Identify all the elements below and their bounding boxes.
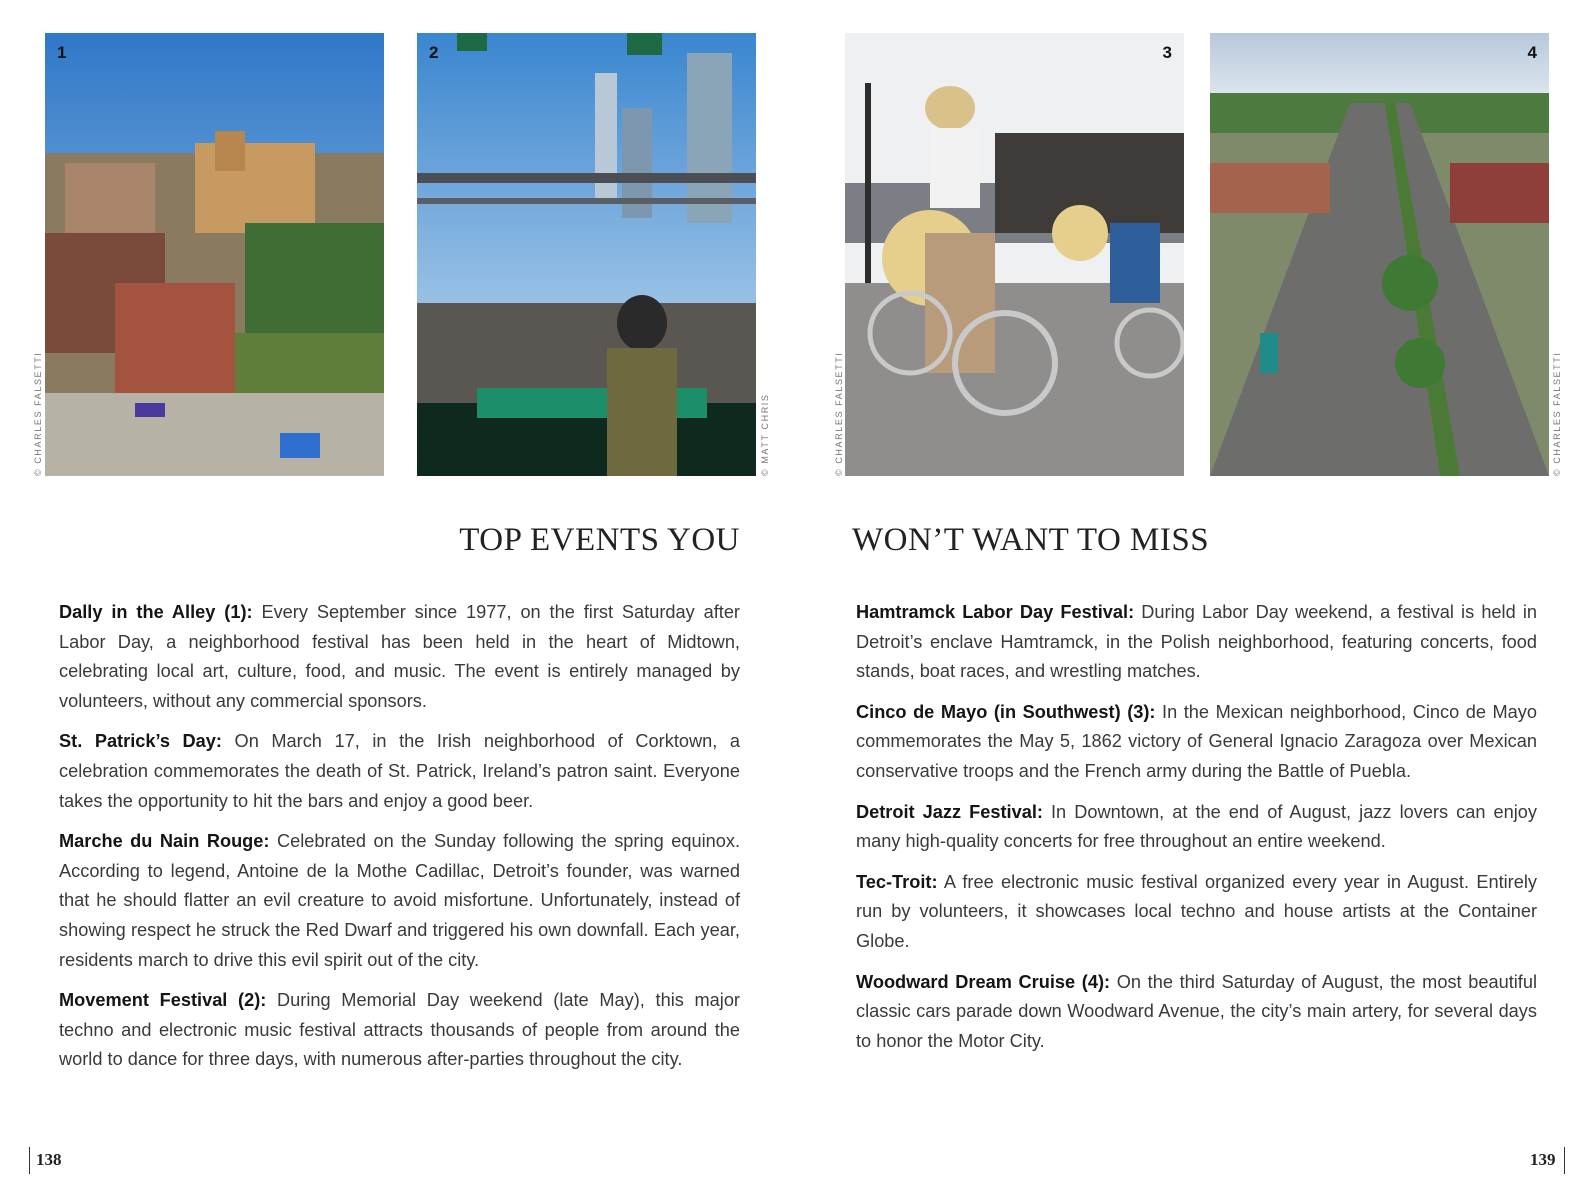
photo-midtown-aerial (45, 33, 384, 476)
event-text: In the Mexican neighborhood, Cinco de Mayo commemorates the May 5, 1862 victory of General Ignacio Zaragoza over Mexican conservative troops and the French army during the Battle of Puebla. (856, 701, 1537, 781)
event-term: St. Patrick’s Day: (59, 731, 222, 752)
event-entry (856, 598, 1537, 687)
event-term: Tec-Troit: (856, 871, 938, 892)
midtown-aerial-image (45, 33, 384, 476)
photo-credit: © CHARLES FALSETTI (834, 351, 844, 476)
photo-woodward-avenue (1210, 33, 1549, 476)
event-text: Every September since 1977, on the first Saturday after Labor Day, a neighborhood festival has been held in the heart of Midtown, celebrating local art, culture, food, and music. The event is entirely managed by volunteers, without any commercial sponsors. (59, 602, 740, 711)
page-title-left: TOP EVENTS YOU (459, 522, 740, 558)
photo-cinco-de-mayo (845, 33, 1184, 476)
movement-festival-image (417, 33, 756, 476)
event-entry (59, 827, 740, 975)
event-text: On the third Saturday of August, the most beautiful classic cars parade down Woodward Avenue, the city’s main artery, for several days to honor the Motor City. (856, 971, 1538, 1051)
event-term: Woodward Dream Cruise (4): (856, 971, 1111, 992)
photo-credit: © MATT CHRIS (760, 393, 770, 476)
photo-credit: © CHARLES FALSETTI (1552, 351, 1562, 476)
event-text: In Downtown, at the end of August, jazz lovers can enjoy many high-quality concerts for free throughout an entire weekend. (856, 801, 1537, 852)
photo-number: 3 (1162, 43, 1172, 62)
event-entry (59, 598, 740, 716)
event-term: Detroit Jazz Festival: (856, 801, 1043, 822)
event-term: Marche du Nain Rouge: (59, 831, 270, 852)
page-number-left: 138 (36, 1150, 62, 1169)
events-column-left (59, 598, 740, 1086)
photo-number: 1 (57, 43, 67, 62)
event-entry (856, 968, 1537, 1057)
events-column-right (856, 598, 1537, 1067)
photo-movement-festival (417, 33, 756, 476)
folio-rule-left (29, 1147, 30, 1174)
photo-number: 2 (429, 43, 439, 62)
photo-number: 4 (1527, 43, 1537, 62)
event-term: Hamtramck Labor Day Festival: (856, 602, 1135, 622)
page-number-right: 139 (1530, 1150, 1556, 1169)
page-title-right: WON’T WANT TO MISS (852, 522, 1210, 558)
event-entry (856, 868, 1537, 957)
event-entry (856, 698, 1537, 787)
event-entry (856, 798, 1537, 857)
event-entry (59, 986, 740, 1075)
event-text: On March 17, in the Irish neighborhood of Corktown, a celebration commemorates the death of St. Patrick, Ireland’s patron saint. Everyone takes the opportunity to hit the bars and enjoy a good beer. (59, 731, 740, 811)
photo-credit: © CHARLES FALSETTI (33, 351, 43, 476)
cinco-de-mayo-image (845, 33, 1184, 476)
event-text: A free electronic music festival organized every year in August. Entirely run by volunteers, it showcases local techno and house artists at the Container Globe. (856, 871, 1537, 951)
event-text: During Labor Day weekend, a festival is held in Detroit’s enclave Hamtramck, in the Polish neighborhood, featuring concerts, food stands, boat races, and wrestling matches. (856, 602, 1537, 682)
event-entry (59, 727, 740, 816)
event-text: During Memorial Day weekend (late May), this major techno and electronic music festival attracts thousands of people from around the world to dance for three days, with numerous after-parties throughout the city. (59, 990, 740, 1070)
folio-rule-right (1564, 1147, 1565, 1174)
event-text: Celebrated on the Sunday following the spring equinox. According to legend, Antoine de la Mothe Cadillac, Detroit’s founder, was warned that he should flatter an evil creature to avoid misfortune. Unfortunately, instead of showing respect he struck the Red Dwarf and triggered his own downfall. Each year, residents march to drive this evil spirit out of the city. (59, 831, 741, 970)
woodward-avenue-image (1210, 33, 1549, 476)
event-term: Cinco de Mayo (in Southwest) (3): (856, 701, 1156, 722)
event-term: Movement Festival (2): (59, 990, 267, 1011)
event-term: Dally in the Alley (1): (59, 602, 253, 622)
